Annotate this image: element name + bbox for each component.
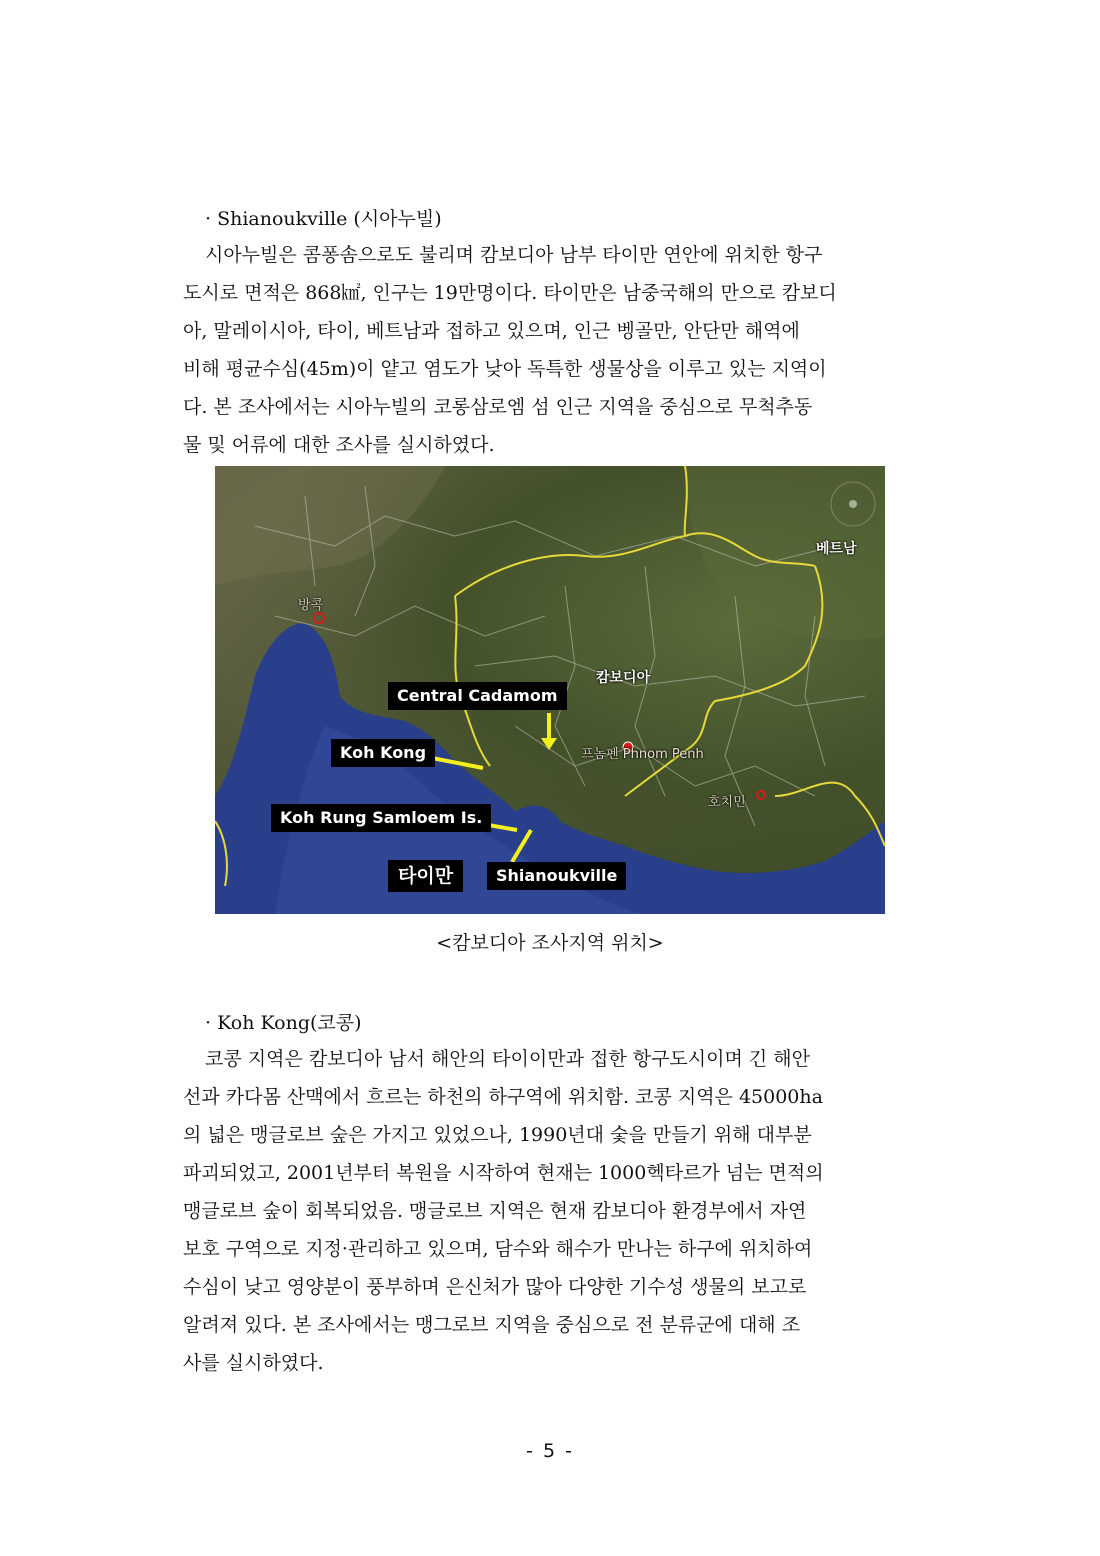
paragraph-line: 다. 본 조사에서는 시아누빌의 코롱삼로엠 섬 인근 지역을 중심으로 무척추동	[183, 396, 813, 418]
map-label-vietnam: 베트남	[816, 541, 857, 557]
land-patch	[215, 466, 445, 586]
paragraph-line: 맹글로브 숲이 회복되었음. 맹글로브 지역은 현재 캄보디아 환경부에서 자연	[183, 1200, 807, 1222]
map-label-koh-kong: Koh Kong	[331, 739, 435, 767]
figure-caption: <캄보디아 조사지역 위치>	[436, 932, 664, 954]
map-label-bangkok: 방콕	[298, 598, 324, 613]
map-label-central-cadamom: Central Cadamom	[388, 682, 567, 710]
section-heading-koh-kong: · Koh Kong(코콩)	[205, 1012, 362, 1034]
paragraph-line: 아, 말레이시아, 타이, 베트남과 접하고 있으며, 인근 벵골만, 안단만 해역에	[183, 320, 800, 342]
map-label-phnom-penh: 프놈펜 Phnom Penh	[581, 747, 704, 762]
paragraph-line: 의 넓은 맹글로브 숲은 가지고 있었으나, 1990년대 숯을 만들기 위해 대부분	[183, 1124, 812, 1146]
map-label-gulf-of-thailand: 타이만	[388, 860, 463, 892]
hochiminh-marker	[757, 791, 765, 799]
map-label-koh-rung-samloem: Koh Rung Samloem Is.	[271, 804, 491, 832]
paragraph-line: 수심이 낮고 영양분이 풍부하며 은신처가 많아 다양한 기수성 생물의 보고로	[183, 1276, 807, 1298]
paragraph-line: 물 및 어류에 대한 조사를 실시하였다.	[183, 434, 495, 456]
paragraph-line: 알려져 있다. 본 조사에서는 맹그로브 지역을 중심으로 전 분류군에 대해 조	[183, 1314, 801, 1336]
page-number: - 5 -	[526, 1440, 574, 1462]
paragraph-line: 도시로 면적은 868㎢, 인구는 19만명이다. 타이만은 남중국해의 만으로 캄보디	[183, 282, 837, 304]
compass-center-icon	[849, 500, 857, 508]
paragraph-line: 사를 실시하였다.	[183, 1352, 324, 1374]
map-label-hochiminh: 호치민	[708, 795, 746, 810]
paragraph-line: 비해 평균수심(45m)이 얕고 염도가 낮아 독특한 생물상을 이루고 있는 지역이	[183, 358, 827, 380]
paragraph-line: 선과 카다몸 산맥에서 흐르는 하천의 하구역에 위치함. 코콩 지역은 45000ha	[183, 1086, 823, 1108]
paragraph-line: 코콩 지역은 캄보디아 남서 해안의 타이이만과 접한 항구도시이며 긴 해안	[205, 1048, 810, 1070]
arrow-central-cadamom-head	[541, 738, 557, 750]
map-label-cambodia: 캄보디아	[596, 670, 651, 686]
survey-area-map	[215, 466, 885, 914]
bangkok-marker	[314, 613, 324, 623]
paragraph-koh-kong	[183, 1040, 916, 1382]
section-heading-shianoukville: · Shianoukville (시아누빌)	[205, 208, 442, 230]
paragraph-line: 보호 구역으로 지정·관리하고 있으며, 담수와 해수가 만나는 하구에 위치하여	[183, 1238, 813, 1260]
paragraph-line: 파괴되었고, 2001년부터 복원을 시작하여 현재는 1000헥타르가 넘는 면적의	[183, 1162, 824, 1184]
map-label-shianoukville: Shianoukville	[487, 862, 626, 890]
paragraph-line: 시아누빌은 콤퐁솜으로도 불리며 캄보디아 남부 타이만 연안에 위치한 항구	[205, 244, 823, 266]
paragraph-shianoukville	[183, 236, 916, 464]
